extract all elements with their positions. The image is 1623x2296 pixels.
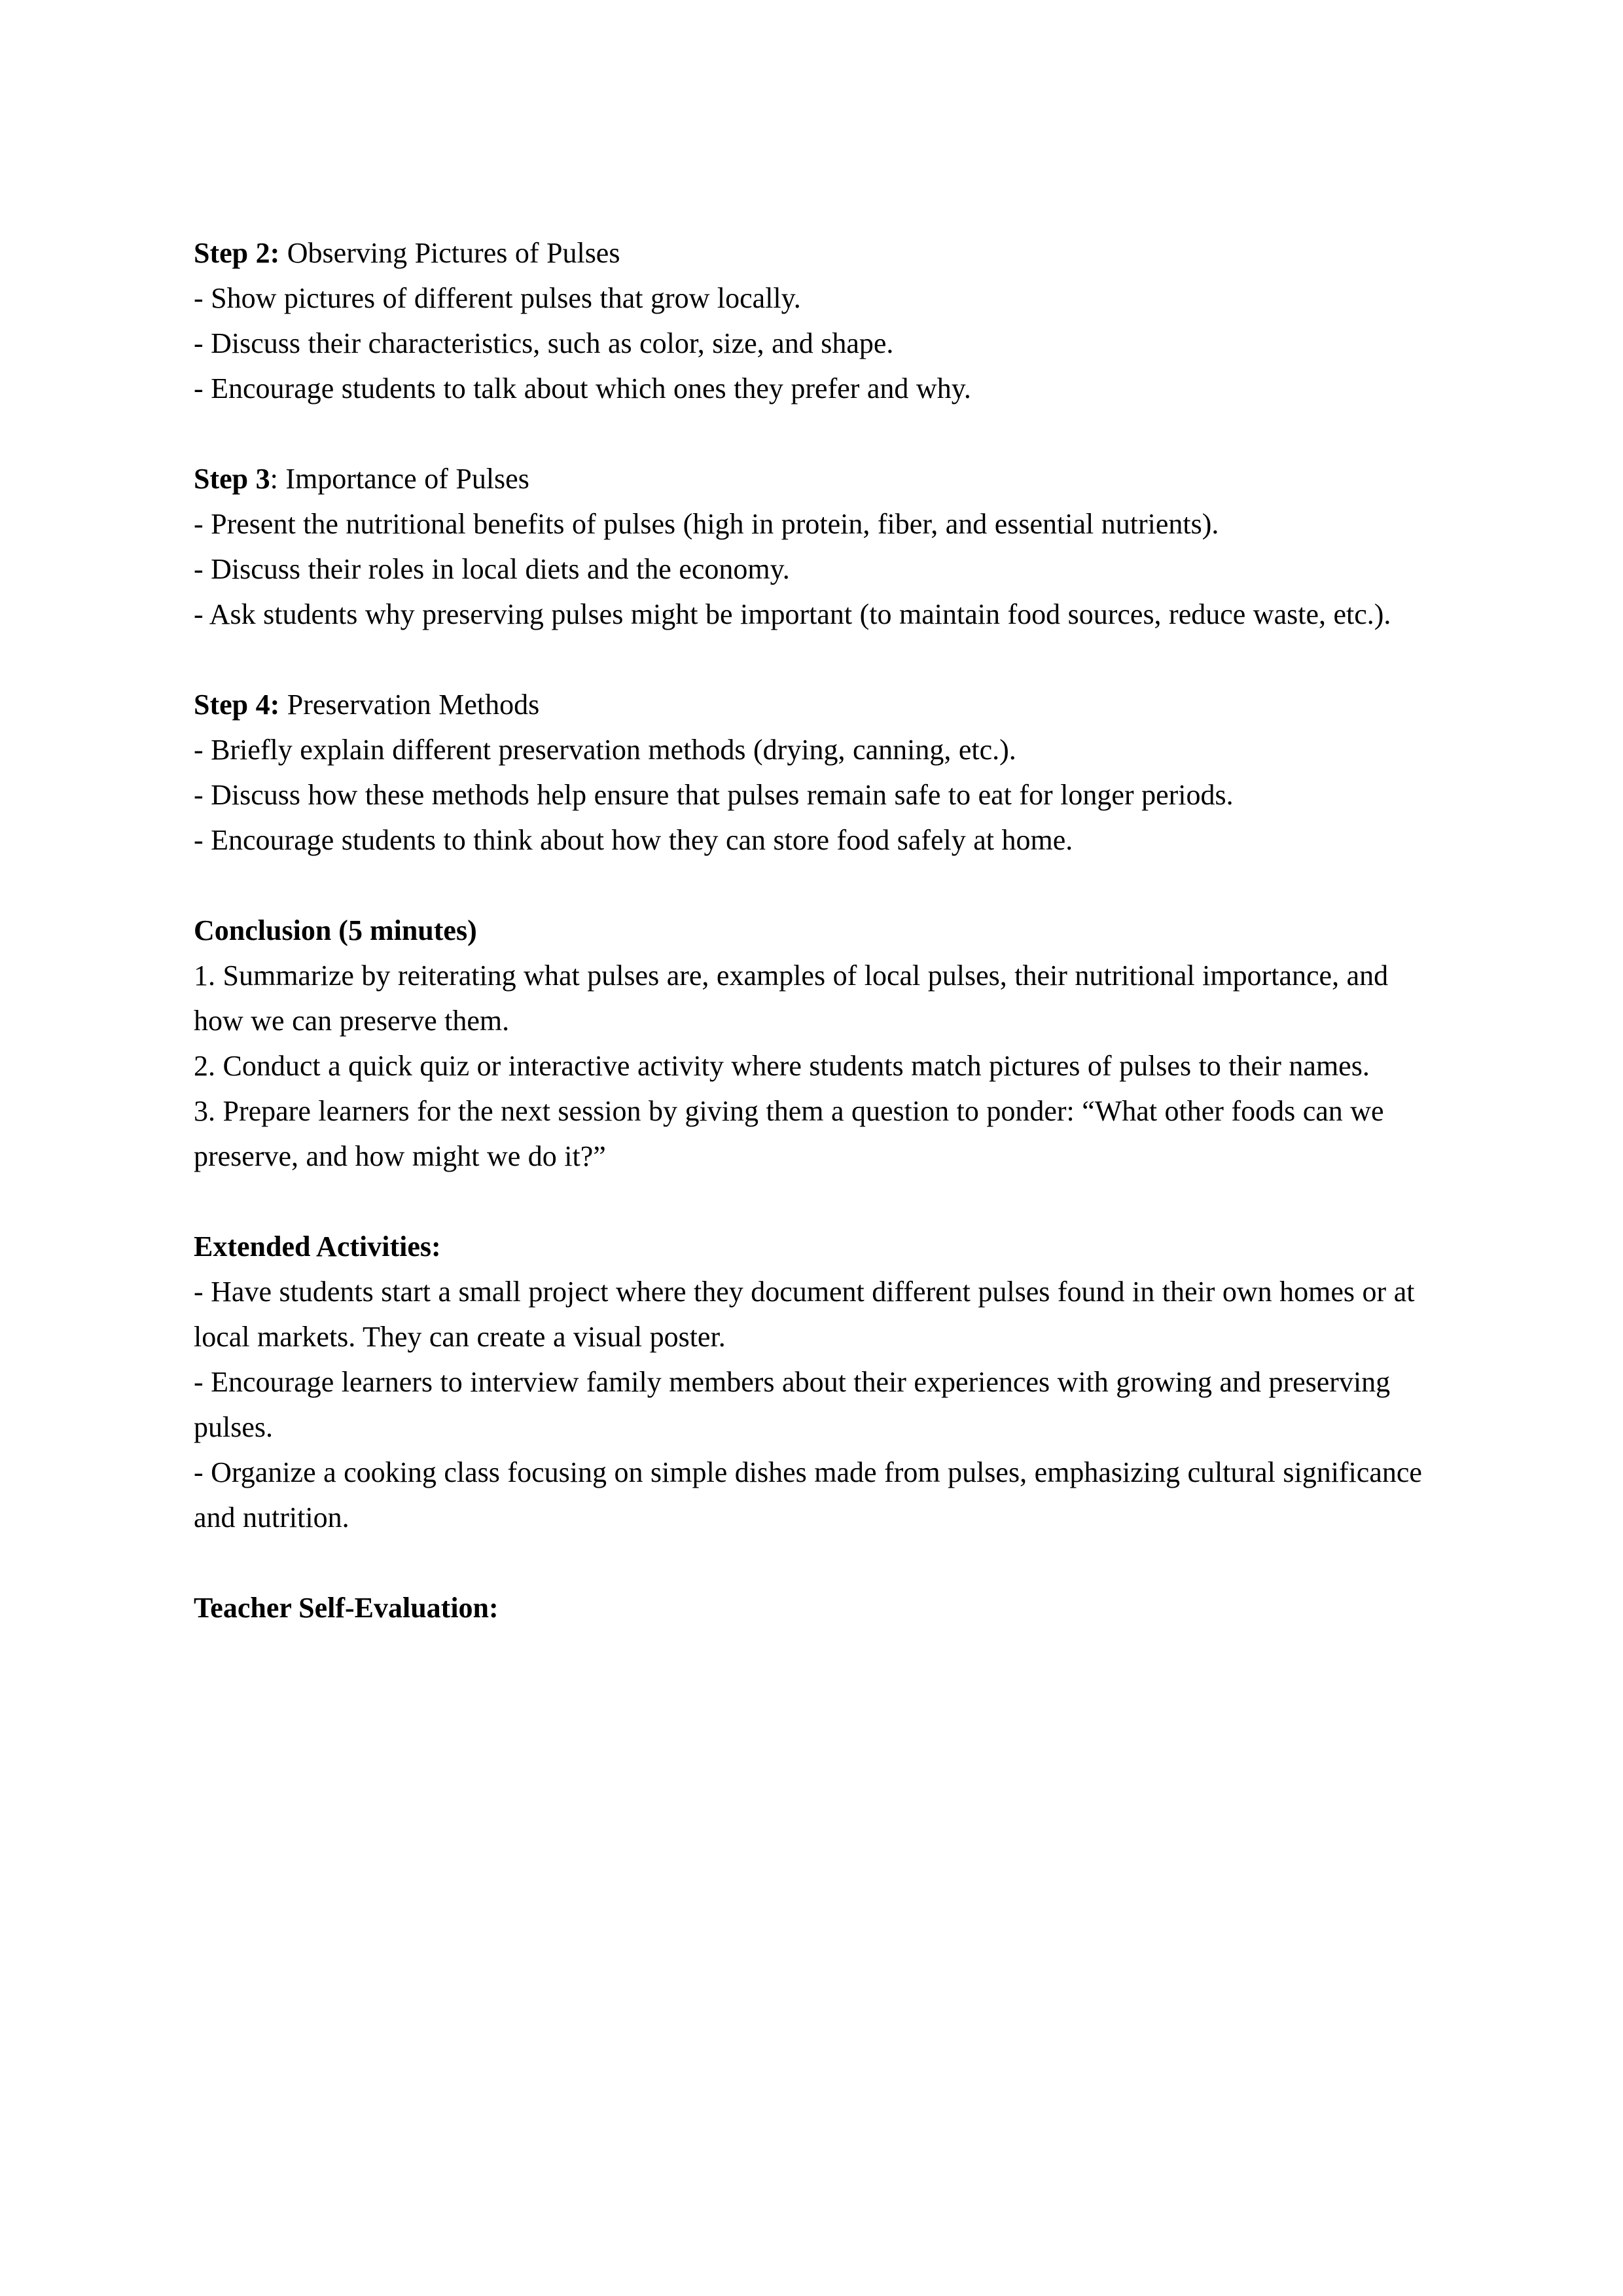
list-item: - Briefly explain different preservation methods (drying, canning, etc.). — [194, 734, 1016, 766]
paragraph-spacer — [194, 863, 1423, 908]
section-heading-step-3-title: : Importance of Pulses — [270, 463, 529, 495]
paragraph-spacer — [194, 411, 1423, 456]
list-item: - Discuss how these methods help ensure that pulses remain safe to eat for longer periods. — [194, 779, 1234, 811]
section-conclusion — [194, 908, 1423, 1179]
section-heading-step-2 — [194, 230, 1423, 276]
list-item: 1. Summarize by reiterating what pulses are, examples of local pulses, their nutritional importance, and how we can preserve them. — [194, 960, 1389, 1037]
list-item: - Show pictures of different pulses that grow locally. — [194, 282, 801, 314]
document-body — [194, 230, 1423, 1630]
paragraph-spacer — [194, 1179, 1423, 1224]
section-heading-conclusion: Conclusion (5 minutes) — [194, 914, 477, 946]
list-item: - Organize a cooking class focusing on simple dishes made from pulses, emphasizing cultural significance and nutrition. — [194, 1456, 1422, 1534]
section-heading-step-4-title: Preservation Methods — [279, 689, 540, 721]
list-item: - Discuss their characteristics, such as color, size, and shape. — [194, 327, 894, 359]
list-item: - Encourage students to think about how they can store food safely at home. — [194, 824, 1073, 856]
section-step-4 — [194, 682, 1423, 863]
list-item: - Encourage learners to interview family members about their experiences with growing and preserving pulses. — [194, 1366, 1391, 1443]
list-item: - Present the nutritional benefits of pulses (high in protein, fiber, and essential nutrients). — [194, 508, 1219, 540]
section-extended-activities — [194, 1224, 1423, 1540]
paragraph-spacer — [194, 1540, 1423, 1585]
section-heading-step-2-label: Step 2: — [194, 237, 280, 269]
list-item: - Ask students why preserving pulses might be important (to maintain food sources, reduce waste, etc.). — [194, 598, 1391, 630]
paragraph-spacer — [194, 637, 1423, 682]
section-heading-extended-activities: Extended Activities: — [194, 1230, 441, 1263]
section-heading-teacher-self-evaluation: Teacher Self-Evaluation: — [194, 1592, 499, 1624]
list-item: - Encourage students to talk about which ones they prefer and why. — [194, 372, 971, 404]
section-heading-step-4-label: Step 4: — [194, 689, 280, 721]
section-heading-step-3 — [194, 456, 1423, 501]
section-step-3 — [194, 456, 1423, 637]
list-item: 3. Prepare learners for the next session by giving them a question to ponder: “What other foods can we preserve, and how might we do it?” — [194, 1095, 1384, 1172]
list-item: - Discuss their roles in local diets and the economy. — [194, 553, 790, 585]
list-item: - Have students start a small project where they document different pulses found in their own homes or at local markets. They can create a visual poster. — [194, 1276, 1415, 1353]
section-heading-step-4 — [194, 682, 1423, 727]
section-heading-step-2-title: Observing Pictures of Pulses — [279, 237, 620, 269]
section-step-2 — [194, 230, 1423, 411]
list-item: 2. Conduct a quick quiz or interactive activity where students match pictures of pulses to their names. — [194, 1050, 1370, 1082]
section-teacher-self-evaluation — [194, 1585, 1423, 1630]
section-heading-step-3-label: Step 3 — [194, 463, 270, 495]
